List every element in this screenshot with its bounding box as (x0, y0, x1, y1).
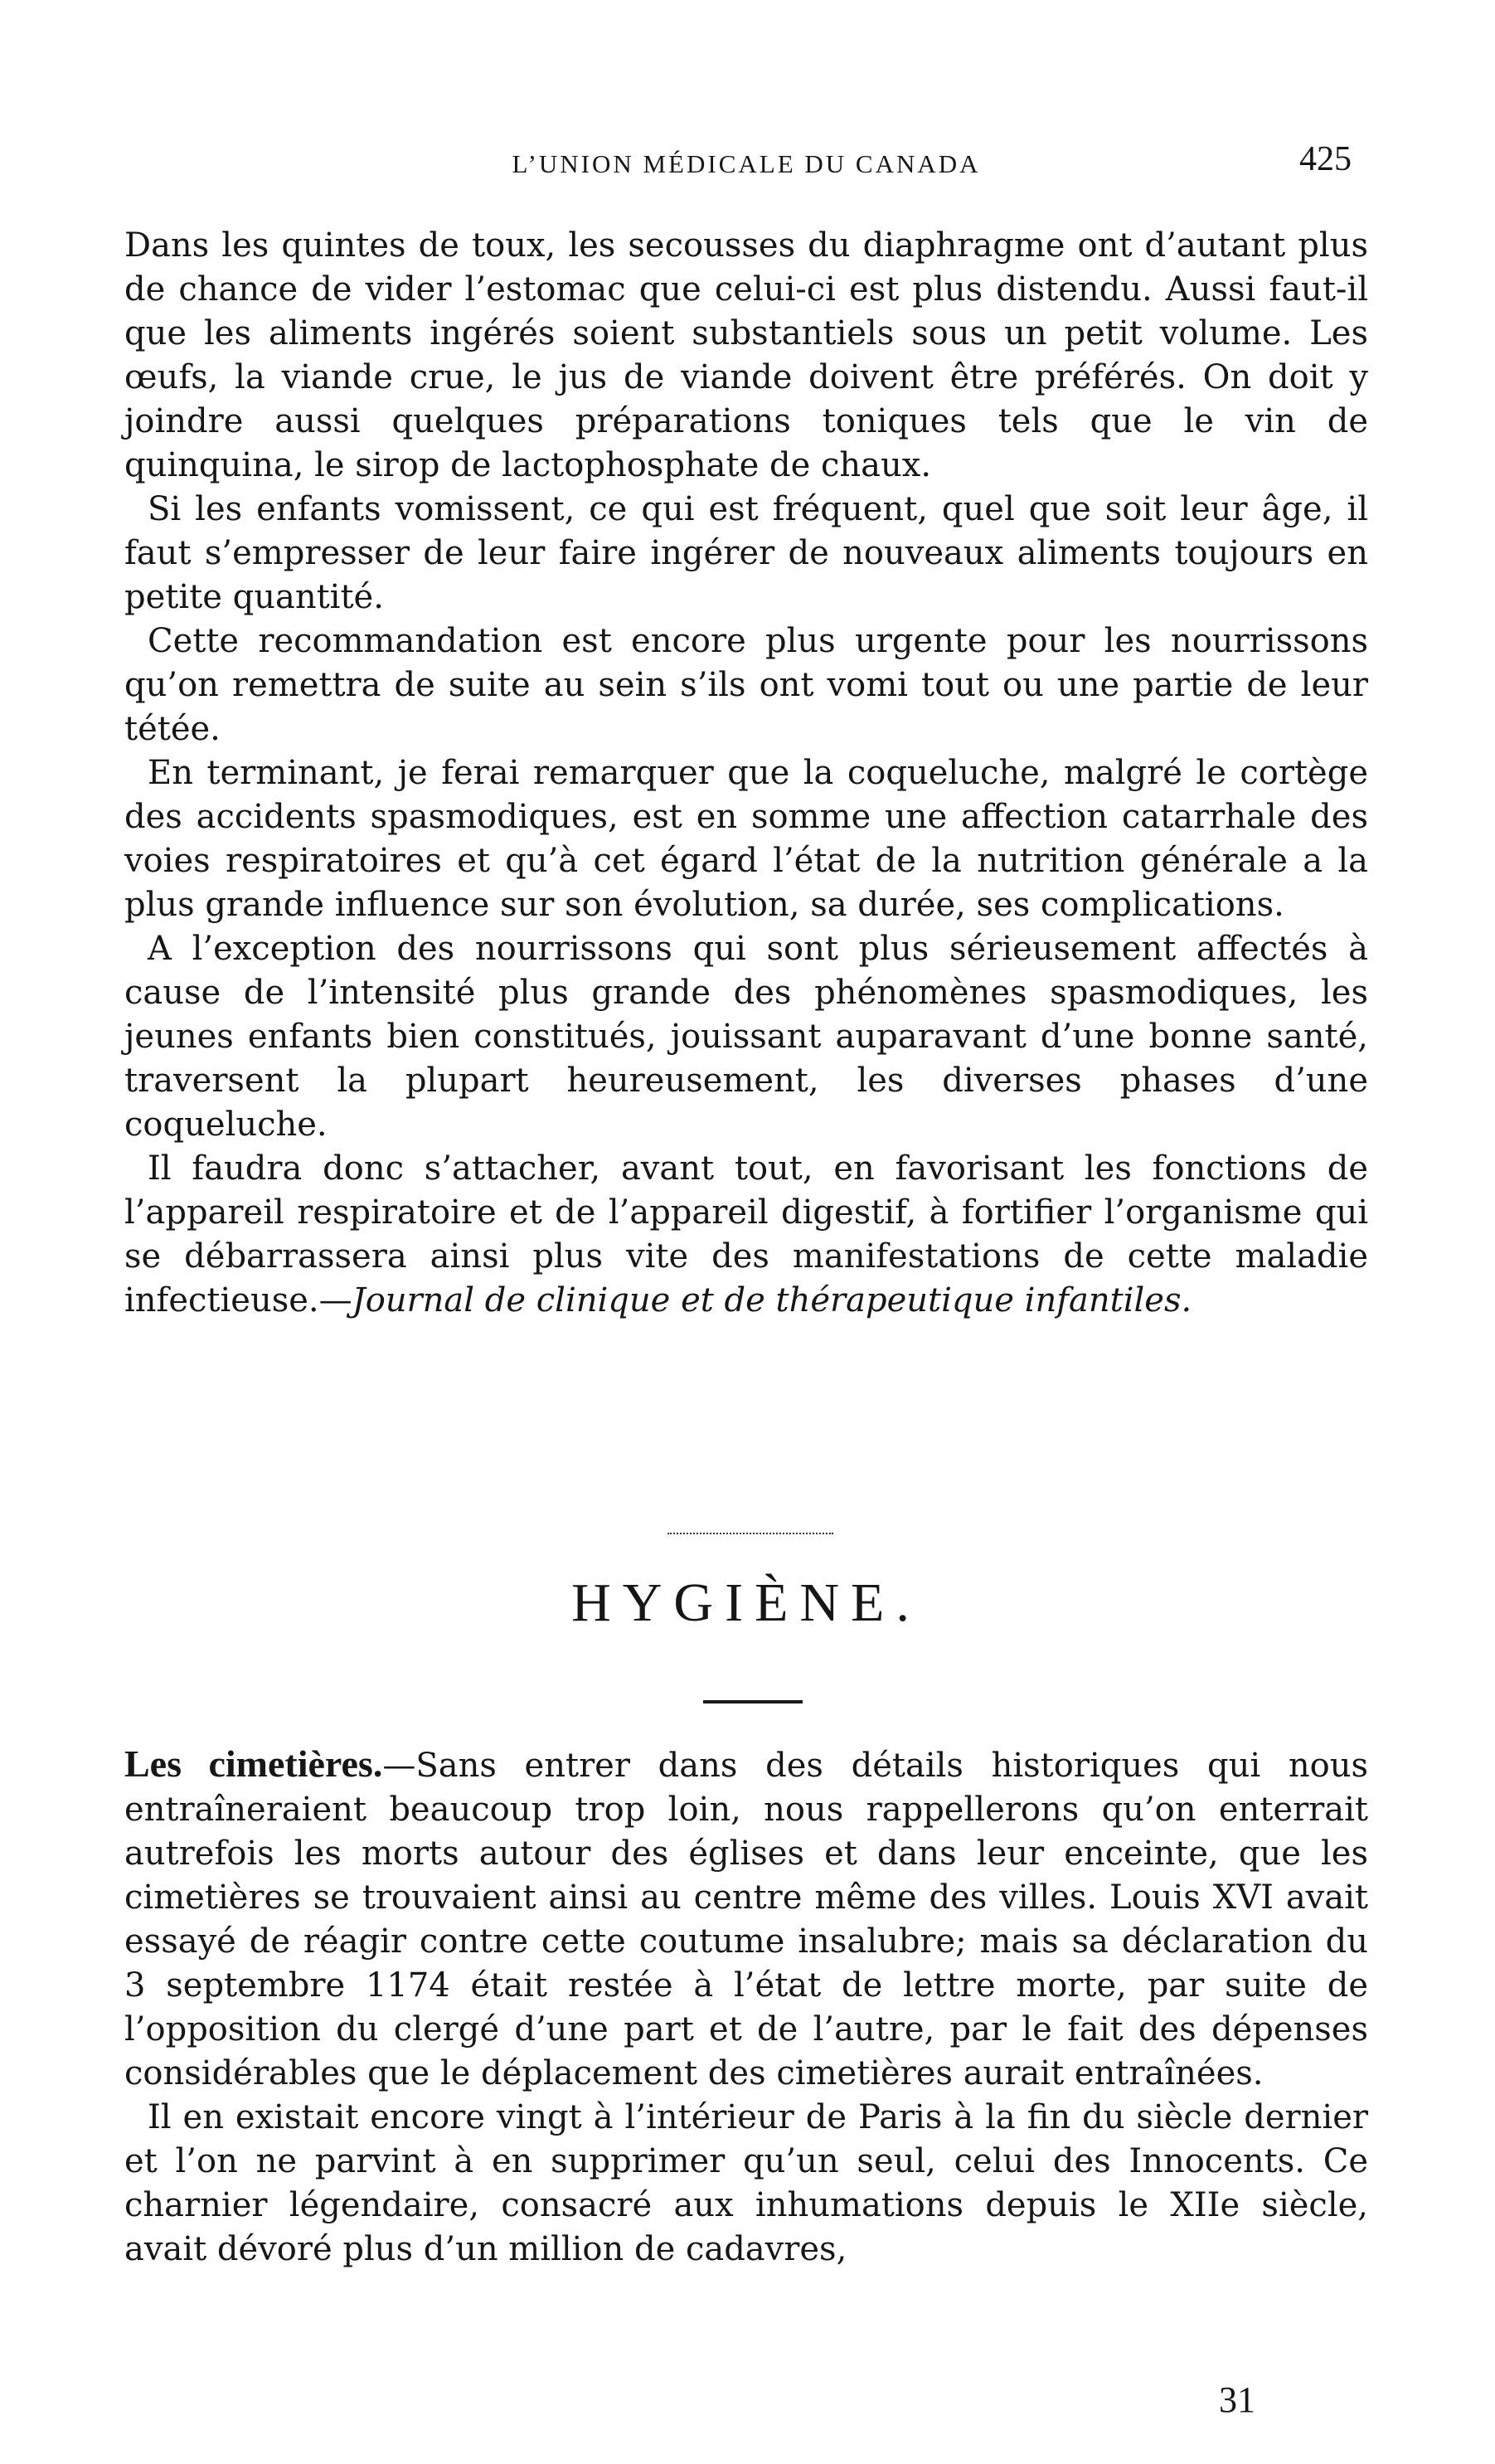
page-number: 425 (1299, 140, 1352, 178)
paragraph: A l’exception des nourrissons qui sont plus sérieusement affectés à cause de l’intensité plus grande des phénomènes spasmodiques, les jeunes enfants bien constitués, jouissant auparavant d’une bonne santé, traversent la plupart heureusement, les diverses phases d’une coqueluche. (124, 930, 1368, 1144)
source-citation: Journal de clinique et de thérapeutique infantiles. (352, 1281, 1192, 1319)
paragraph-last (124, 1147, 1368, 1323)
section-separator (667, 1533, 833, 1534)
paragraph: Il en existait encore vingt à l’intérieur de Paris à la fin du siècle dernier et l’on ne parvint à en supprimer qu’un seul, celui des Innocents. Ce charnier légendaire, consacré aux inhumations depuis le XIIe siècle, avait dévoré plus d’un million de cadavres, (124, 2098, 1368, 2268)
heading-rule (703, 1700, 803, 1703)
paragraph: Dans les quintes de toux, les secousses du diaphragme ont d’autant plus de chance de vider l’estomac que celui-ci est plus distendu. Aussi faut-il que les aliments ingérés soient substantiels sous un petit volume. Les œufs, la viande crue, le jus de viande doivent être préférés. On doit y joindre aussi quelques préparations toniques tels que le vin de quinquina, le sirop de lactophosphate de chaux. (124, 226, 1368, 484)
running-title: L’UNION MÉDICALE DU CANADA (512, 149, 981, 178)
article-title: Les cimetières. (124, 1742, 383, 1785)
signature-mark: 31 (1219, 2379, 1255, 2420)
paragraph (124, 1742, 1368, 2096)
paragraph-text: —Sans entrer dans des détails historiques qui nous entraîneraient beaucoup trop loin, nous rappellerons qu’on enterrait autrefois les morts autour des églises et dans leur enceinte, que les cimetières se trouvaient ainsi au centre même des villes. Louis XVI avait essayé de réagir contre cette coutume insalubre; mais sa déclaration du 3 septembre 1174 était restée à l’état de lettre morte, par suite de l’opposition du clergé d’une part et de l’autre, par le fait des dépenses considérables que le déplacement des cimetières aurait entraînées. (124, 1747, 1368, 2092)
paragraph: En terminant, je ferai remarquer que la coqueluche, malgré le cortège des accidents spasmodiques, est en somme une affection catarrhale des voies respiratoires et qu’à cet égard l’état de la nutrition générale a la plus grande influence sur son évolution, sa durée, ses complications. (124, 754, 1368, 924)
paragraph-text: Il faudra donc s’attacher, avant tout, en favorisant les fonctions de l’appareil respiratoire et de l’appareil digestif, à fortifier l’organisme qui se débarrassera ainsi plus vite des manifestations de cette maladie infectieuse.— (124, 1149, 1368, 1319)
paragraph: Cette recommandation est encore plus urgente pour les nourrissons qu’on remettra de suite au sein s’ils ont vomi tout ou une partie de leur tétée. (124, 622, 1368, 748)
page-header (124, 139, 1368, 189)
paragraph: Si les enfants vomissent, ce qui est fréquent, quel que soit leur âge, il faut s’empresser de leur faire ingérer de nouveaux aliments toujours en petite quantité. (124, 490, 1368, 616)
article-cimetieres (124, 1742, 1368, 2272)
section-heading: HYGIÈNE. (571, 1572, 921, 1633)
article-coqueluche (124, 224, 1368, 1323)
